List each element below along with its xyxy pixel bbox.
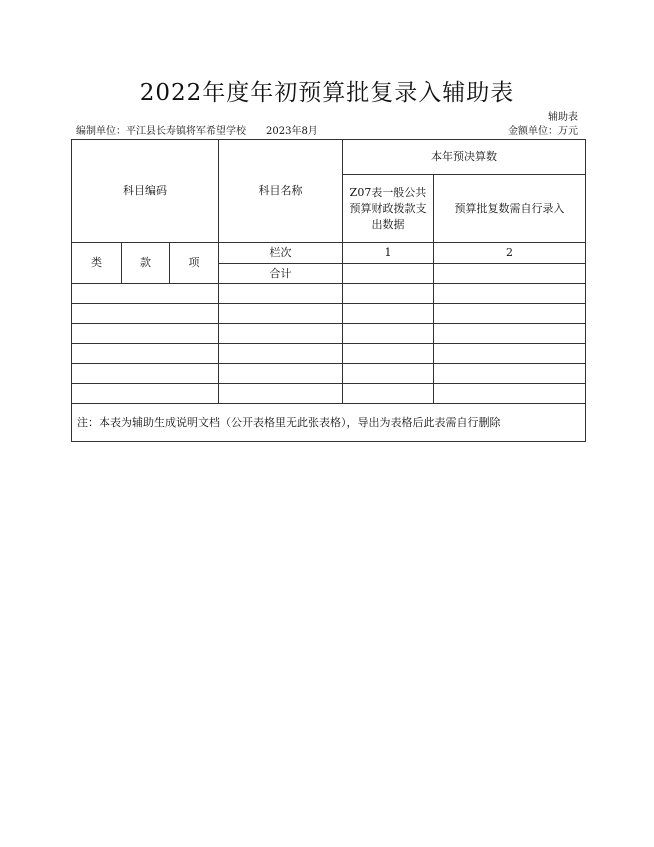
table-row xyxy=(72,304,586,324)
code-section-cell: 款 xyxy=(122,243,170,284)
table-row xyxy=(72,284,586,304)
row-code xyxy=(72,364,219,384)
row-code xyxy=(72,344,219,364)
row-value-1 xyxy=(343,344,434,364)
table-row xyxy=(72,324,586,344)
row-name xyxy=(219,304,343,324)
row-code xyxy=(72,304,219,324)
header-subject-name: 科目名称 xyxy=(219,140,343,243)
row-code xyxy=(72,324,219,344)
row-name xyxy=(219,384,343,404)
row-value-1 xyxy=(343,284,434,304)
code-category-cell: 类 xyxy=(72,243,122,284)
row-value-1 xyxy=(343,364,434,384)
table-row xyxy=(72,384,586,404)
column-index-1: 1 xyxy=(343,243,434,264)
header-subject-code: 科目编码 xyxy=(72,140,219,243)
header-manual-entry: 预算批复数需自行录入 xyxy=(434,175,586,243)
row-value-1 xyxy=(343,304,434,324)
row-value-2 xyxy=(434,304,586,324)
row-value-2 xyxy=(434,344,586,364)
page-title: 2022年度年初预算批复录入辅助表 xyxy=(139,80,515,106)
row-name xyxy=(219,324,343,344)
table-row xyxy=(72,344,586,364)
row-code xyxy=(72,384,219,404)
row-name xyxy=(219,364,343,384)
report-date: 2023年8月 xyxy=(266,126,318,137)
total-value-2 xyxy=(434,264,586,284)
row-value-2 xyxy=(434,284,586,304)
row-value-2 xyxy=(434,324,586,344)
unit-info xyxy=(76,126,318,138)
row-code xyxy=(72,284,219,304)
table-note: 注：本表为辅助生成说明文档（公开表格里无此张表格），导出为表格后此表需自行删除 xyxy=(72,404,586,442)
table-row xyxy=(72,364,586,384)
aux-table-label: 辅助表 xyxy=(548,112,578,123)
currency-unit: 金额单位：万元 xyxy=(508,126,578,137)
row-value-2 xyxy=(434,364,586,384)
column-index-2: 2 xyxy=(434,243,586,264)
row-value-1 xyxy=(343,384,434,404)
row-value-2 xyxy=(434,384,586,404)
row-name xyxy=(219,344,343,364)
header-year-budget: 本年预决算数 xyxy=(343,140,586,175)
code-item-cell: 项 xyxy=(170,243,219,284)
unit-label: 编制单位：平江县长寿镇将军希望学校 xyxy=(76,126,246,137)
total-value-1 xyxy=(343,264,434,284)
budget-table xyxy=(71,139,586,442)
row-name xyxy=(219,284,343,304)
column-index-label: 栏次 xyxy=(219,243,343,264)
row-value-1 xyxy=(343,324,434,344)
total-label: 合计 xyxy=(219,264,343,284)
header-z07-data: Z07表一般公共预算财政拨款支出数据 xyxy=(343,175,434,243)
